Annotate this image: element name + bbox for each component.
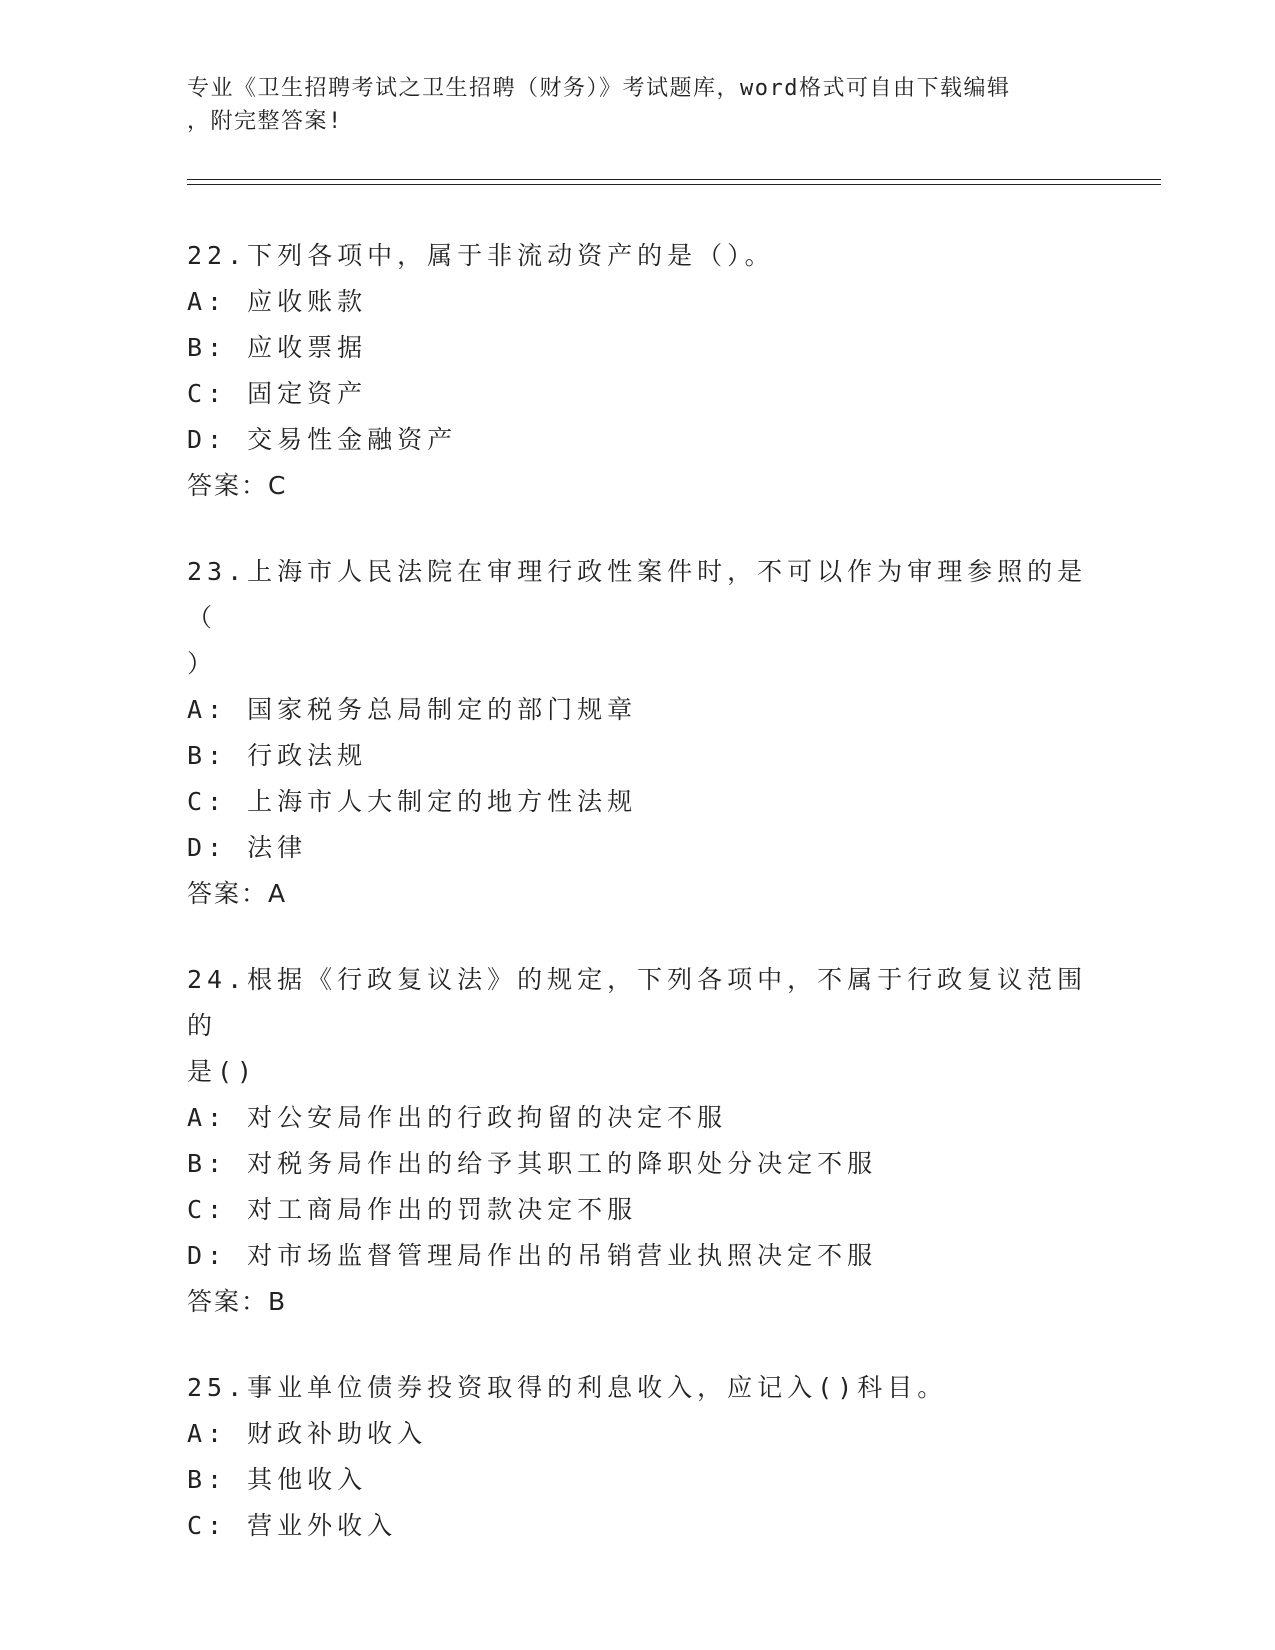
question-stem-continued: ） [187,649,218,678]
option-d: D: 对市场监督管理局作出的吊销营业执照决定不服 [187,1241,878,1270]
question-stem-continued: 是() [187,1057,258,1086]
option-d: D: 法律 [187,833,308,862]
question-stem: 25.事业单位债券投资取得的利息收入，应记入()科目。 [187,1373,948,1402]
option-a: A: 应收账款 [187,287,368,316]
option-a: A: 国家税务总局制定的部门规章 [187,695,638,724]
header-line-1: 专业《卫生招聘考试之卫生招聘（财务）》考试题库，word格式可自由下载编辑 [187,76,1011,101]
option-c: C: 营业外收入 [187,1511,398,1540]
option-a: A: 财政补助收入 [187,1419,428,1448]
option-a: A: 对公安局作出的行政拘留的决定不服 [187,1103,728,1132]
question-stem: 23.上海市人民法院在审理行政性案件时，不可以作为审理参照的是（ [187,557,1088,632]
question-stem: 24.根据《行政复议法》的规定，下列各项中，不属于行政复议范围的 [187,965,1088,1040]
question-24 [187,957,1107,1325]
document-header [187,72,1087,138]
answer: 答案：A [187,879,288,908]
option-d: D: 交易性金融资产 [187,425,458,454]
option-c: C: 固定资产 [187,379,368,408]
option-b: B: 其他收入 [187,1465,368,1494]
option-c: C: 上海市人大制定的地方性法规 [187,787,638,816]
header-line-2: ，附完整答案! [187,109,343,134]
answer: 答案：B [187,1287,288,1316]
option-b: B: 对税务局作出的给予其职工的降职处分决定不服 [187,1149,878,1178]
option-c: C: 对工商局作出的罚款决定不服 [187,1195,638,1224]
header-rule-top [187,179,1161,180]
header-rule-bottom [187,184,1161,185]
option-b: B: 应收票据 [187,333,368,362]
question-22 [187,233,1107,509]
answer: 答案：C [187,471,288,500]
question-23 [187,549,1107,917]
question-list [187,233,1107,1589]
question-25 [187,1365,1107,1549]
option-b: B: 行政法规 [187,741,368,770]
question-stem: 22.下列各项中，属于非流动资产的是（）。 [187,241,775,270]
